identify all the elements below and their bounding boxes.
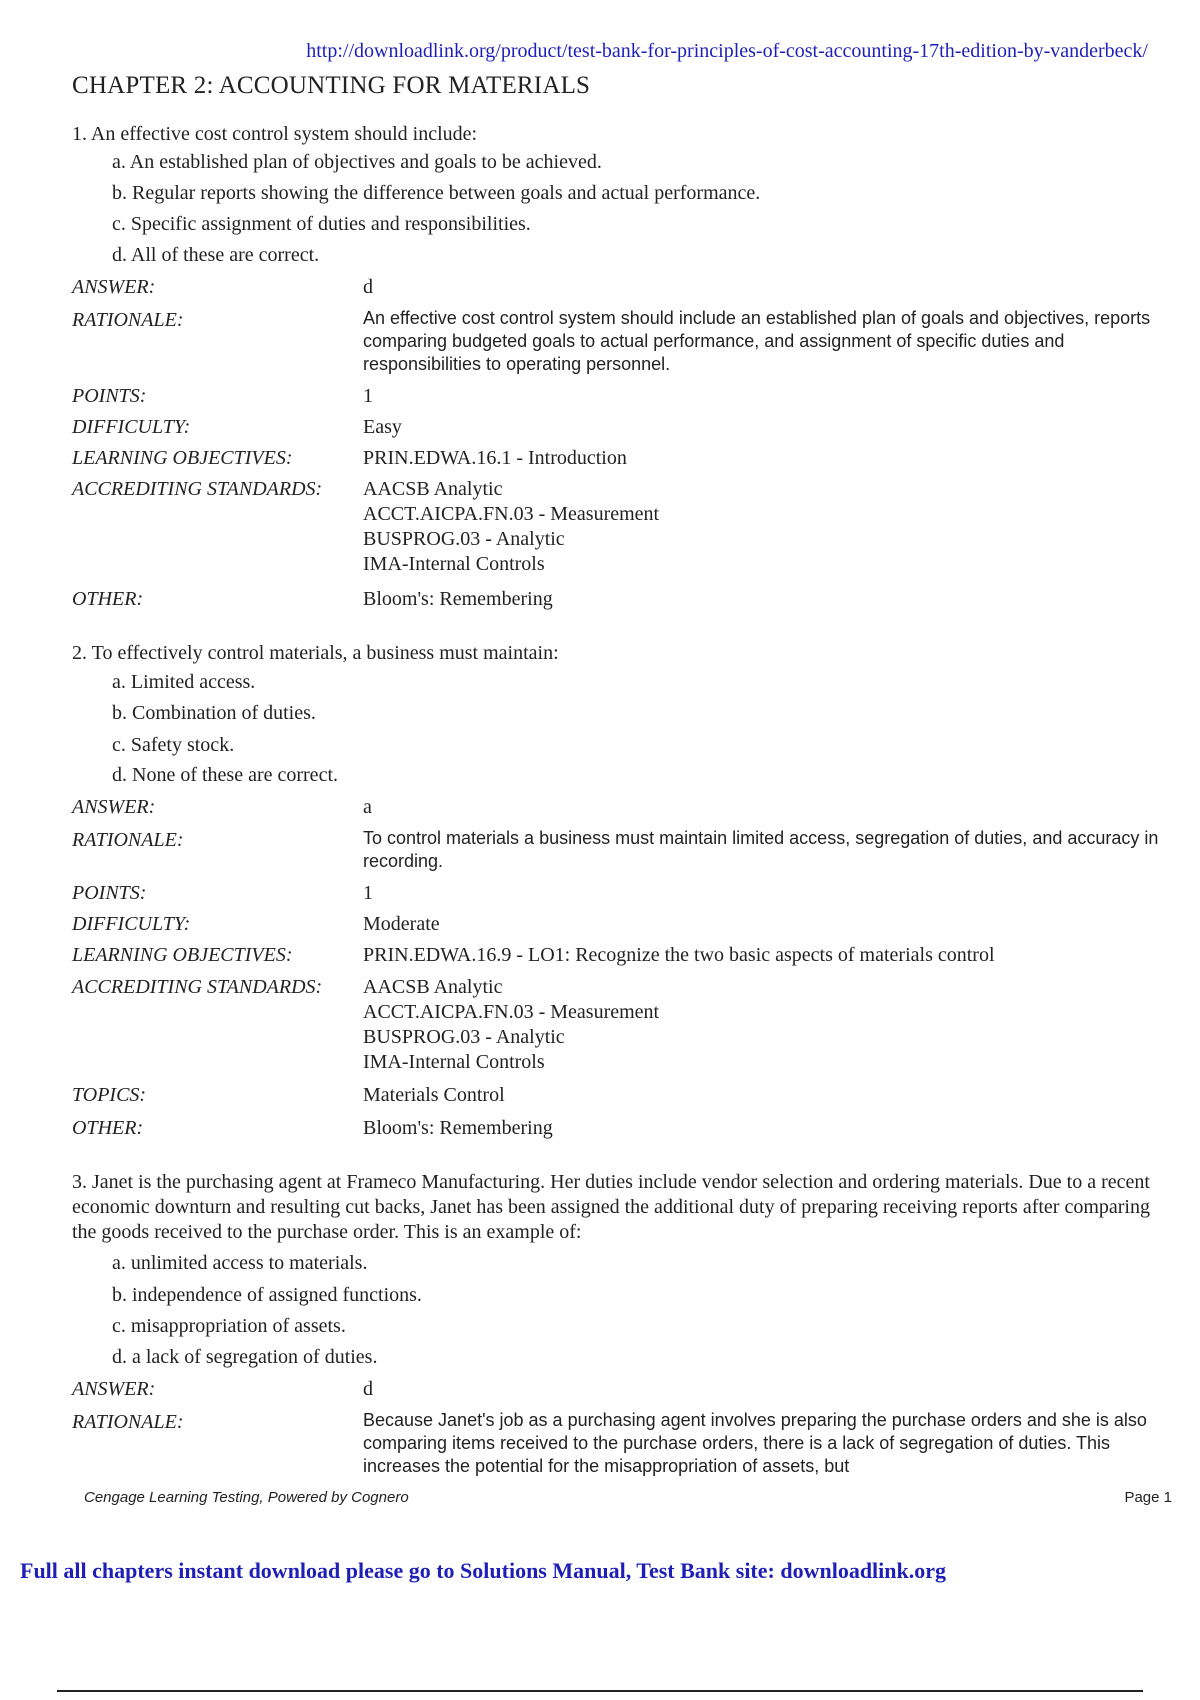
question-1-difficulty: Easy <box>363 416 402 438</box>
bottom-divider <box>57 1690 1143 1692</box>
footer-publisher: Cengage Learning Testing, Powered by Cognero <box>84 1489 409 1506</box>
question-1-difficulty-label: DIFFICULTY: <box>72 416 191 438</box>
question-3-option-c: c. misappropriation of assets. <box>112 1315 346 1337</box>
accrediting-standard: IMA-Internal Controls <box>363 1051 545 1073</box>
question-1-option-b: b. Regular reports showing the difference between goals and actual performance. <box>112 182 761 204</box>
download-banner-link[interactable]: Full all chapters instant download please go to Solutions Manual, Test Bank site: downloadlink.org <box>20 1558 947 1583</box>
question-3-rationale-label: RATIONALE: <box>72 1411 184 1433</box>
accrediting-standard: AACSB Analytic <box>363 976 503 998</box>
question-3-option-b: b. independence of assigned functions. <box>112 1284 422 1306</box>
question-3-option-a: a. unlimited access to materials. <box>112 1252 368 1274</box>
question-1-option-c: c. Specific assignment of duties and responsibilities. <box>112 213 531 235</box>
question-1-rationale-label: RATIONALE: <box>72 309 184 331</box>
question-2-option-c: c. Safety stock. <box>112 734 235 756</box>
question-2-learning-objectives-label: LEARNING OBJECTIVES: <box>72 944 293 966</box>
question-3-answer: d <box>363 1378 373 1400</box>
question-2-difficulty-label: DIFFICULTY: <box>72 913 191 935</box>
question-3-rationale: Because Janet's job as a purchasing agent involves preparing the purchase orders and she is also comparing items received to the purchase orders, there is a lack of segregation of duties. This increases the potential for the misappropriation of assets, but <box>363 1410 1147 1476</box>
question-2-accrediting-standards <box>363 975 659 1075</box>
question-2-option-a: a. Limited access. <box>112 671 256 693</box>
question-2-learning-objectives: PRIN.EDWA.16.9 - LO1: Recognize the two basic aspects of materials control <box>363 944 995 966</box>
question-1-points-label: POINTS: <box>72 385 147 407</box>
accrediting-standard: ACCT.AICPA.FN.03 - Measurement <box>363 503 660 525</box>
question-1-option-d: d. All of these are correct. <box>112 244 320 266</box>
source-url-link[interactable]: http://downloadlink.org/product/test-bank-for-principles-of-cost-accounting-17th-edition-by-vanderbeck/ <box>306 40 1148 62</box>
footer-page-number: Page 1 <box>1124 1489 1172 1506</box>
question-1-answer: d <box>363 276 373 298</box>
question-2-other: Bloom's: Remembering <box>363 1117 553 1139</box>
question-2-difficulty: Moderate <box>363 913 440 935</box>
accrediting-standard: BUSPROG.03 - Analytic <box>363 1026 565 1048</box>
question-1-stem: 1. An effective cost control system should include: <box>72 123 478 145</box>
question-3-stem: 3. Janet is the purchasing agent at Frameco Manufacturing. Her duties include vendor selection and ordering materials. Due to a recent economic downturn and resulting cut backs, Janet has been assigned the additional duty of preparing receiving reports after comparing the goods received to the purchase order. This is an example of: <box>72 1171 1150 1243</box>
question-2-answer: a <box>363 796 372 818</box>
accrediting-standard: ACCT.AICPA.FN.03 - Measurement <box>363 1001 660 1023</box>
question-3-answer-label: ANSWER: <box>72 1378 156 1400</box>
question-1-other-label: OTHER: <box>72 588 144 610</box>
question-2-option-b: b. Combination of duties. <box>112 702 316 724</box>
question-1-points: 1 <box>363 385 373 407</box>
question-2-points: 1 <box>363 882 373 904</box>
accrediting-standard: IMA-Internal Controls <box>363 553 545 575</box>
question-1-option-a: a. An established plan of objectives and goals to be achieved. <box>112 151 602 173</box>
question-2-option-d: d. None of these are correct. <box>112 764 338 786</box>
question-2-other-label: OTHER: <box>72 1117 144 1139</box>
question-1-learning-objectives: PRIN.EDWA.16.1 - Introduction <box>363 447 627 469</box>
question-1-answer-label: ANSWER: <box>72 276 156 298</box>
accrediting-standard: BUSPROG.03 - Analytic <box>363 528 565 550</box>
question-2-topics-label: TOPICS: <box>72 1084 147 1106</box>
question-1-other: Bloom's: Remembering <box>363 588 553 610</box>
question-3-option-d: d. a lack of segregation of duties. <box>112 1346 378 1368</box>
question-2-points-label: POINTS: <box>72 882 147 904</box>
question-2-stem: 2. To effectively control materials, a business must maintain: <box>72 642 559 664</box>
question-2-rationale-label: RATIONALE: <box>72 829 184 851</box>
question-2-rationale: To control materials a business must maintain limited access, segregation of duties, and accuracy in recording. <box>363 828 1159 871</box>
question-1-learning-objectives-label: LEARNING OBJECTIVES: <box>72 447 293 469</box>
question-1-accrediting-standards <box>363 477 659 577</box>
accrediting-standard: AACSB Analytic <box>363 478 503 500</box>
question-1-accrediting-standards-label: ACCREDITING STANDARDS: <box>72 478 323 500</box>
question-1-rationale: An effective cost control system should include an established plan of goals and objectives, reports comparing budgeted goals to actual performance, and assignment of specific duties and responsibilities to operating personnel. <box>363 308 1151 374</box>
question-2-accrediting-standards-label: ACCREDITING STANDARDS: <box>72 976 323 998</box>
question-2-topics: Materials Control <box>363 1084 505 1106</box>
chapter-title: CHAPTER 2: ACCOUNTING FOR MATERIALS <box>72 72 591 99</box>
question-2-answer-label: ANSWER: <box>72 796 156 818</box>
